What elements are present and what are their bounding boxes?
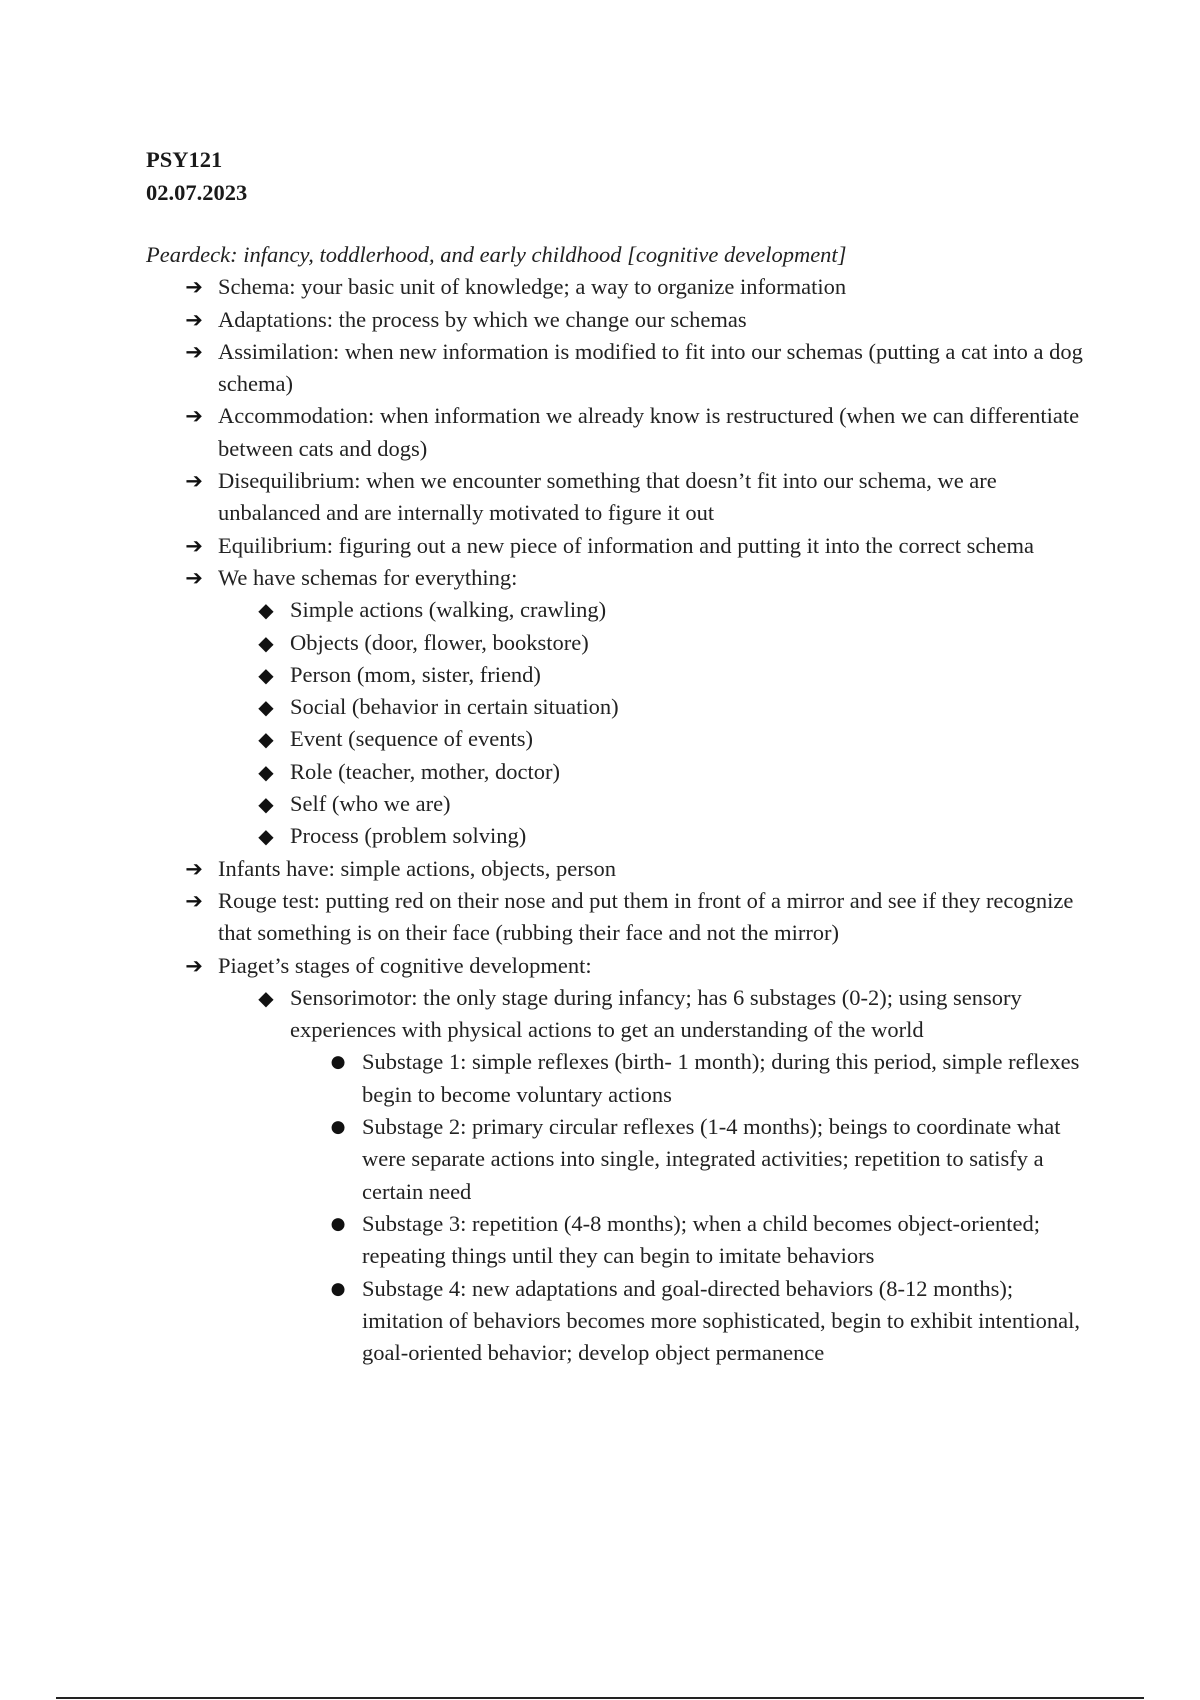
document-page — [146, 144, 1096, 1369]
item-piaget: Piaget’s stages of cognitive development: — [218, 952, 592, 978]
diamond-bullet-icon: ◆ — [258, 824, 274, 849]
item-accommodation: Accommodation: when information we already know is restructured (when we can differentiate between cats and dogs) — [218, 403, 1080, 461]
dot-bullet-icon: ● — [330, 1117, 346, 1138]
list-item — [218, 788, 1096, 820]
item-adaptations: Adaptations: the process by which we change our schemas — [218, 306, 747, 332]
list-item — [290, 1273, 1096, 1370]
diamond-bullet-icon: ◆ — [258, 598, 274, 623]
item-schemas-for-everything: We have schemas for everything: — [218, 564, 518, 590]
spacer — [146, 209, 1096, 239]
list-item — [146, 336, 1096, 401]
dot-bullet-icon: ● — [330, 1213, 346, 1234]
schema-type: Objects (door, flower, bookstore) — [290, 629, 589, 655]
course-code: PSY121 — [146, 147, 223, 172]
list-item — [218, 691, 1096, 723]
list-item — [218, 594, 1096, 626]
item-schema: Schema: your basic unit of knowledge; a way to organize information — [218, 274, 847, 300]
diamond-bullet-icon: ◆ — [258, 727, 274, 752]
schema-types-list — [218, 594, 1096, 852]
list-item — [146, 271, 1096, 303]
list-item — [218, 723, 1096, 755]
schema-type: Self (who we are) — [290, 791, 451, 817]
substage: Substage 2: primary circular reflexes (1-4 months); beings to coordinate what were separate actions into single, integrated activities; repetition to satisfy a certain need — [362, 1114, 1061, 1204]
list-item — [218, 756, 1096, 788]
list-item — [218, 627, 1096, 659]
item-sensorimotor: Sensorimotor: the only stage during infancy; has 6 substages (0-2); using sensory experiences with physical actions to get an understanding of the world — [290, 984, 1022, 1043]
schema-type: Event (sequence of events) — [290, 726, 534, 752]
note-date: 02.07.2023 — [146, 179, 248, 205]
list-item — [218, 820, 1096, 852]
list-item — [146, 304, 1096, 336]
substage: Substage 4: new adaptations and goal-directed behaviors (8-12 months); imitation of behaviors becomes more sophisticated, begin to exhibit intentional, goal-oriented behavior; develop object permanence — [362, 1275, 1080, 1366]
diamond-bullet-icon: ◆ — [258, 662, 274, 687]
list-item — [218, 982, 1096, 1370]
arrow-right-icon: ➔ — [185, 953, 203, 978]
list-item — [290, 1111, 1096, 1208]
diamond-bullet-icon: ◆ — [258, 759, 274, 784]
arrow-right-icon: ➔ — [185, 469, 203, 494]
dot-bullet-icon: ● — [330, 1278, 346, 1299]
arrow-right-icon: ➔ — [185, 339, 203, 364]
list-item — [146, 530, 1096, 562]
item-assimilation: Assimilation: when new information is modified to fit into our schemas (putting a cat into a dog schema) — [218, 338, 1083, 397]
list-item — [146, 400, 1096, 465]
schema-type: Role (teacher, mother, doctor) — [290, 758, 560, 784]
diamond-bullet-icon: ◆ — [258, 630, 274, 655]
item-infants-have: Infants have: simple actions, objects, person — [218, 855, 617, 881]
list-item — [146, 465, 1096, 530]
item-rouge-test: Rouge test: putting red on their nose and put them in front of a mirror and see if they recognize that something is on their face (rubbing their face and not the mirror) — [218, 887, 1074, 946]
item-equilibrium: Equilibrium: figuring out a new piece of information and putting it into the correct schema — [218, 532, 1035, 558]
schema-type: Social (behavior in certain situation) — [290, 694, 619, 720]
item-disequilibrium: Disequilibrium: when we encounter something that doesn’t fit into our schema, we are unbalanced and are internally motivated to figure it out — [218, 468, 997, 526]
list-item — [146, 853, 1096, 885]
substage: Substage 1: simple reflexes (birth- 1 month); during this period, simple reflexes begin to become voluntary actions — [362, 1049, 1080, 1107]
list-item — [218, 659, 1096, 691]
list-item — [290, 1046, 1096, 1111]
arrow-right-icon: ➔ — [185, 888, 203, 913]
section-title: Peardeck: infancy, toddlerhood, and early childhood [cognitive development] — [146, 242, 847, 267]
arrow-right-icon: ➔ — [185, 565, 203, 590]
arrow-right-icon: ➔ — [185, 533, 203, 558]
diamond-bullet-icon: ◆ — [258, 985, 274, 1010]
diamond-bullet-icon: ◆ — [258, 695, 274, 720]
page-bottom-rule — [56, 1697, 1144, 1699]
dot-bullet-icon: ● — [330, 1052, 346, 1073]
main-list — [146, 271, 1096, 1369]
list-item — [146, 950, 1096, 1370]
diamond-bullet-icon: ◆ — [258, 792, 274, 817]
arrow-right-icon: ➔ — [185, 275, 203, 300]
list-item — [146, 885, 1096, 950]
arrow-right-icon: ➔ — [185, 404, 203, 429]
schema-type: Process (problem solving) — [290, 823, 527, 849]
arrow-right-icon: ➔ — [185, 856, 203, 881]
list-item — [146, 562, 1096, 853]
arrow-right-icon: ➔ — [185, 307, 203, 332]
substages-list — [290, 1046, 1096, 1369]
schema-type: Simple actions (walking, crawling) — [290, 597, 607, 623]
substage: Substage 3: repetition (4-8 months); when a child becomes object-oriented; repeating things until they can begin to imitate behaviors — [362, 1210, 1040, 1269]
piaget-stages-list — [218, 982, 1096, 1370]
list-item — [290, 1208, 1096, 1273]
schema-type: Person (mom, sister, friend) — [290, 661, 541, 687]
